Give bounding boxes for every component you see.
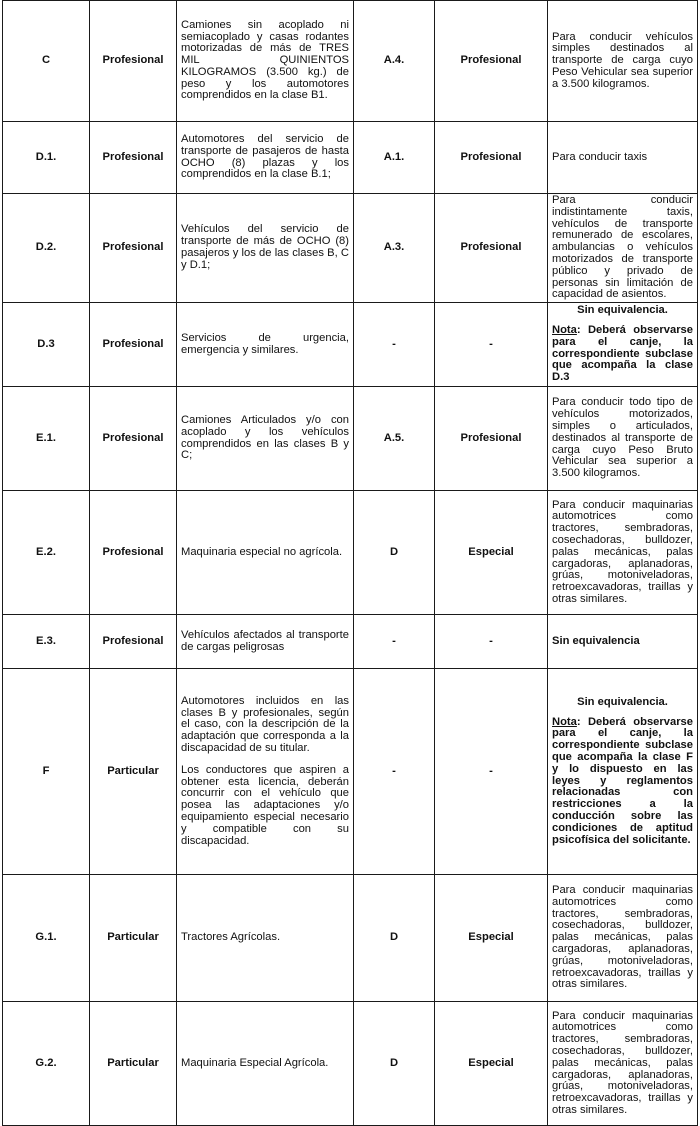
categoria-equivalente-cell: - <box>435 669 548 875</box>
equivalente-cell: A.1. <box>354 122 435 194</box>
categoria-equivalente-cell: Profesional <box>435 122 548 194</box>
clase-cell: E.1. <box>3 387 90 491</box>
observacion-cell <box>548 669 698 875</box>
categoria-cell: Particular <box>90 669 177 875</box>
descripcion-cell: Automotores del servicio de transporte de pasajeros de hasta OCHO (8) plazas y los comprendidos en la clase B.1; <box>177 122 354 194</box>
observacion-cell: Sin equivalencia <box>548 615 698 669</box>
clase-cell: D.2. <box>3 194 90 303</box>
sin-equivalencia-title: Sin equivalencia. <box>577 304 668 317</box>
clase-cell: E.3. <box>3 615 90 669</box>
categoria-equivalente-cell: Profesional <box>435 1 548 122</box>
categoria-cell: Profesional <box>90 303 177 387</box>
equivalente-cell: - <box>354 303 435 387</box>
categoria-cell: Profesional <box>90 387 177 491</box>
table-row <box>3 491 698 615</box>
table-row <box>3 387 698 491</box>
observacion-cell: Para conducir taxis <box>548 122 698 194</box>
observacion-cell: Para conducir vehículos simples destinados al transporte de carga cuyo Peso Vehicular sea superior a 3.500 kilogramos. <box>548 1 698 122</box>
clase-cell: G.1. <box>3 875 90 1002</box>
descripcion-paragraph: Los conductores que aspiren a obtener esta licencia, deberán concurrir con el vehículo que posea las adaptaciones y/o equipamiento especial necesario y compatible con su discapacidad. <box>181 763 349 847</box>
clase-cell: D.3 <box>3 303 90 387</box>
equivalente-cell: - <box>354 615 435 669</box>
categoria-cell: Profesional <box>90 194 177 303</box>
descripcion-paragraph: Automotores incluidos en las clases B y profesionales, según el caso, con la descripción de la adaptación que corresponda a la discapacidad de su titular. <box>181 694 349 755</box>
nota-label: Nota <box>552 324 577 337</box>
descripcion-cell: Camiones sin acoplado ni semiacoplado y casas rodantes motorizadas de más de TRES MIL QUINIENTOS KILOGRAMOS (3.500 kg.) de peso y los automotores comprendidos en la clase B1. <box>177 1 354 122</box>
equivalente-cell: A.4. <box>354 1 435 122</box>
equivalente-cell: D <box>354 1002 435 1126</box>
observacion-cell: Para conducir maquinarias automotrices como tractores, sembradoras, cosechadoras, bulldozer, palas mecánicas, palas cargadoras, aplanadoras, grúas, motoniveladoras, retroexcavadoras, traillas y otras similares. <box>548 1002 698 1126</box>
categoria-equivalente-cell: - <box>435 303 548 387</box>
equivalente-cell: A.5. <box>354 387 435 491</box>
categoria-equivalente-cell: Especial <box>435 1002 548 1126</box>
categoria-cell: Profesional <box>90 1 177 122</box>
nota-label: Nota <box>552 715 577 728</box>
clase-cell: E.2. <box>3 491 90 615</box>
categoria-equivalente-cell: Especial <box>435 875 548 1002</box>
categoria-cell: Profesional <box>90 122 177 194</box>
categoria-cell: Profesional <box>90 491 177 615</box>
observacion-cell: Para conducir indistintamente taxis, vehículos de transporte remunerado de escolares, ambulancias o vehículos motorizados de transporte público y privado de personas sin limitación de capacidad de asientos. <box>548 194 698 303</box>
categoria-equivalente-cell: - <box>435 615 548 669</box>
table-row <box>3 303 698 387</box>
descripcion-cell: Camiones Articulados y/o con acoplado y los vehículos comprendidos en las clases B y C; <box>177 387 354 491</box>
clase-cell: D.1. <box>3 122 90 194</box>
observacion-cell: Para conducir maquinarias automotrices como tractores, sembradoras, cosechadoras, bulldozer, palas mecánicas, palas cargadoras, aplanadoras, grúas, motoniveladoras, retroexcavadoras, traillas y otras similares. <box>548 491 698 615</box>
descripcion-cell <box>177 669 354 875</box>
table-row <box>3 194 698 303</box>
table-row <box>3 1002 698 1126</box>
equivalente-cell: D <box>354 875 435 1002</box>
equivalente-cell: - <box>354 669 435 875</box>
descripcion-cell: Servicios de urgencia, emergencia y similares. <box>177 303 354 387</box>
license-equivalence-table <box>2 0 698 1126</box>
categoria-equivalente-cell: Especial <box>435 491 548 615</box>
categoria-cell: Profesional <box>90 615 177 669</box>
clase-cell: F <box>3 669 90 875</box>
categoria-cell: Particular <box>90 875 177 1002</box>
nota-text: : Deberá observarse para el canje, la correspondiente subclase que acompaña la clase F y lo dispuesto en las leyes y reglamentos relacionadas con restricciones a la conducción sobre las condiciones de aptitud psicofísica del solicitante. <box>552 715 693 846</box>
equivalente-cell: D <box>354 491 435 615</box>
categoria-equivalente-cell: Profesional <box>435 387 548 491</box>
descripcion-cell: Maquinaria especial no agrícola. <box>177 491 354 615</box>
clase-cell: G.2. <box>3 1002 90 1126</box>
observacion-cell: Para conducir maquinarias automotrices como tractores, sembradoras, cosechadoras, bulldozer, palas mecánicas, palas cargadoras, aplanadoras, grúas, motoniveladoras, retroexcavadoras, traillas y otras similares. <box>548 875 698 1002</box>
nota-paragraph <box>552 325 693 384</box>
table-row <box>3 1 698 122</box>
descripcion-cell: Vehículos afectados al transporte de cargas peligrosas <box>177 615 354 669</box>
nota-paragraph <box>552 717 693 847</box>
table-row <box>3 122 698 194</box>
equivalente-cell: A.3. <box>354 194 435 303</box>
table-row <box>3 669 698 875</box>
descripcion-cell: Maquinaria Especial Agrícola. <box>177 1002 354 1126</box>
sin-equivalencia-title: Sin equivalencia. <box>577 695 668 708</box>
table-row <box>3 875 698 1002</box>
nota-text: : Deberá observarse para el canje, la correspondiente subclase que acompaña la clase D.3 <box>552 324 693 384</box>
categoria-cell: Particular <box>90 1002 177 1126</box>
observacion-cell: Para conducir todo tipo de vehículos motorizados, simples o articulados, destinados al transporte de carga cuyo Peso Bruto Vehicular sea superior a 3.500 kilogramos. <box>548 387 698 491</box>
descripcion-cell: Tractores Agrícolas. <box>177 875 354 1002</box>
descripcion-cell: Vehículos del servicio de transporte de más de OCHO (8) pasajeros y los de las clases B, C y D.1; <box>177 194 354 303</box>
observacion-cell <box>548 303 698 387</box>
categoria-equivalente-cell: Profesional <box>435 194 548 303</box>
clase-cell: C <box>3 1 90 122</box>
table-row <box>3 615 698 669</box>
